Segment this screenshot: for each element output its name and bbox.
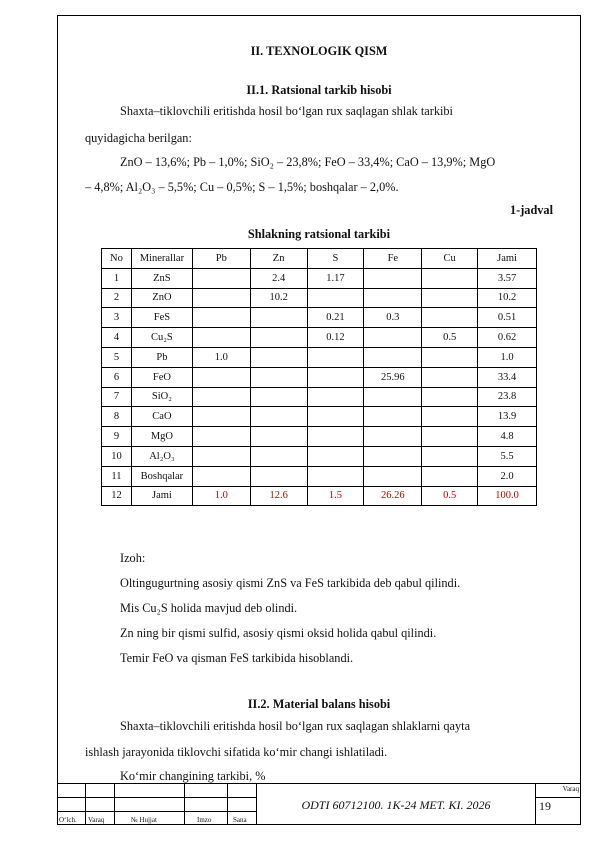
table-row <box>102 486 537 506</box>
table-cell <box>307 367 364 387</box>
table-cell: 25.96 <box>364 367 422 387</box>
table-row <box>102 466 537 486</box>
table-cell <box>307 347 364 367</box>
table-cell <box>422 268 478 288</box>
table-cell <box>192 407 250 427</box>
table-cell: 10.2 <box>250 288 307 308</box>
table-row <box>102 407 537 427</box>
stamp-label: Imzo <box>197 816 212 824</box>
table-cell <box>307 466 364 486</box>
table-cell <box>364 328 422 348</box>
stamp-divider <box>535 797 581 798</box>
table-cell <box>192 427 250 447</box>
table-cell: 5 <box>102 347 132 367</box>
table-cell <box>192 328 250 348</box>
table-cell: 0.51 <box>478 308 537 328</box>
paragraph-2-line-2: – 4,8%; Al₂O₃ – 5,5%; Cu – 0,5%; S – 1,5%; boshqalar – 2,0%. <box>85 180 399 194</box>
table-cell: Al₂O₃ <box>131 446 192 466</box>
section-heading-1: II.1. Ratsional tarkib hisobi <box>246 83 392 97</box>
table-cell <box>250 308 307 328</box>
table-cell <box>422 367 478 387</box>
table-cell: 10.2 <box>478 288 537 308</box>
table-cell: FeO <box>131 367 192 387</box>
table-cell: 12 <box>102 486 132 506</box>
table-cell: MgO <box>131 427 192 447</box>
table-cell: Pb <box>131 347 192 367</box>
table-cell <box>192 367 250 387</box>
paragraph-4: Ko‘mir changining tarkibi, % <box>120 769 266 783</box>
table-cell: Boshqalar <box>131 466 192 486</box>
table-cell: 23.8 <box>478 387 537 407</box>
table-cell: 2 <box>102 288 132 308</box>
table-cell <box>307 288 364 308</box>
note-item: Temir FeO va qisman FeS tarkibida hisoblandi. <box>120 651 354 665</box>
table-cell: 0.5 <box>422 328 478 348</box>
table-cell <box>250 347 307 367</box>
table-row <box>102 387 537 407</box>
table-cell <box>250 328 307 348</box>
table-header-row <box>102 249 537 269</box>
table-cell: 1.0 <box>192 486 250 506</box>
table-cell: 3 <box>102 308 132 328</box>
chapter-heading: II. TEXNOLOGIK QISM <box>250 44 388 58</box>
table-cell: SiO₂ <box>131 387 192 407</box>
table-cell <box>364 347 422 367</box>
table-cell <box>364 466 422 486</box>
stamp-label: O‘lch. <box>59 816 77 824</box>
table-cell: CaO <box>131 407 192 427</box>
table-row <box>102 427 537 447</box>
table-cell: 9 <box>102 427 132 447</box>
table-cell: FeS <box>131 308 192 328</box>
table-cell: 11 <box>102 466 132 486</box>
document-code: ODTI 60712100. 1K-24 MET. KI. 2026 <box>301 798 491 812</box>
paragraph-3-line-1: Shaxta–tiklovchili eritishda hosil bo‘lgan rux saqlagan shlaklarni qayta <box>120 719 471 733</box>
table-cell: 1.5 <box>307 486 364 506</box>
table-cell <box>364 387 422 407</box>
table-cell <box>307 387 364 407</box>
table-header-cell: Pb <box>192 249 250 269</box>
table-title: Shlakning ratsional tarkibi <box>247 227 391 241</box>
table-cell <box>422 407 478 427</box>
stamp-line <box>57 797 257 798</box>
table-cell <box>364 268 422 288</box>
table-cell <box>192 308 250 328</box>
table-cell: 0.3 <box>364 308 422 328</box>
table-cell <box>192 466 250 486</box>
stamp-label: Sana <box>233 816 247 824</box>
table-row <box>102 328 537 348</box>
table-cell <box>250 367 307 387</box>
table-header-cell: Jami <box>478 249 537 269</box>
table-reference: 1-jadval <box>509 203 553 217</box>
sheet-label: Varaq <box>562 785 579 793</box>
stamp-label: № Hujjat <box>131 816 157 824</box>
table-cell <box>422 387 478 407</box>
table-cell: 10 <box>102 446 132 466</box>
table-header-cell: Cu <box>422 249 478 269</box>
table-cell <box>422 446 478 466</box>
table-cell <box>422 347 478 367</box>
table-cell: 6 <box>102 367 132 387</box>
note-item: Zn ning bir qismi sulfid, asosiy qismi oksid holida qabul qilindi. <box>120 626 437 640</box>
table-cell <box>250 427 307 447</box>
table-cell: 2.4 <box>250 268 307 288</box>
table-cell <box>250 446 307 466</box>
table-cell: 2.0 <box>478 466 537 486</box>
table-cell: 0.21 <box>307 308 364 328</box>
table-row <box>102 446 537 466</box>
table-cell: 5.5 <box>478 446 537 466</box>
composition-table <box>101 248 537 506</box>
table-cell <box>422 427 478 447</box>
table-cell: 26.26 <box>364 486 422 506</box>
table-cell: Cu₂S <box>131 328 192 348</box>
table-cell: 0.62 <box>478 328 537 348</box>
table-cell <box>307 407 364 427</box>
table-cell: 100.0 <box>478 486 537 506</box>
table-cell <box>250 466 307 486</box>
title-block <box>57 783 581 825</box>
table-header-cell: No <box>102 249 132 269</box>
stamp-line <box>57 811 257 812</box>
table-header-cell: Minerallar <box>131 249 192 269</box>
table-cell <box>422 308 478 328</box>
note-item: Mis Cu₂S holida mavjud deb olindi. <box>120 601 298 615</box>
table-cell: 4 <box>102 328 132 348</box>
table-header-cell: S <box>307 249 364 269</box>
table-cell: 3.57 <box>478 268 537 288</box>
table-cell: 33.4 <box>478 367 537 387</box>
table-cell <box>192 288 250 308</box>
table-cell: ZnS <box>131 268 192 288</box>
table-cell <box>192 387 250 407</box>
table-cell: Jami <box>131 486 192 506</box>
table-cell: 12.6 <box>250 486 307 506</box>
note-item: Oltingugurtning asosiy qismi ZnS va FeS tarkibida deb qabul qilindi. <box>120 576 461 590</box>
paragraph-3-line-2: ishlash jarayonida tiklovchi sifatida ko‘mir changi ishlatiladi. <box>85 745 388 759</box>
table-cell: 0.12 <box>307 328 364 348</box>
table-cell: 8 <box>102 407 132 427</box>
stamp-label: Varaq <box>88 816 105 824</box>
table-row <box>102 268 537 288</box>
table-cell <box>364 427 422 447</box>
table-cell: 1.0 <box>192 347 250 367</box>
paragraph-1-line-2: quyidagicha berilgan: <box>85 131 192 145</box>
table-cell: ZnO <box>131 288 192 308</box>
table-header-cell: Zn <box>250 249 307 269</box>
table-row <box>102 367 537 387</box>
table-cell: 1.0 <box>478 347 537 367</box>
table-cell <box>364 446 422 466</box>
table-cell <box>192 446 250 466</box>
paragraph-1-line-1: Shaxta–tiklovchili eritishda hosil bo‘lgan rux saqlagan shlak tarkibi <box>120 104 453 118</box>
table-cell <box>250 387 307 407</box>
section-heading-2: II.2. Material balans hisobi <box>247 697 391 711</box>
table-cell: 7 <box>102 387 132 407</box>
table-header-cell: Fe <box>364 249 422 269</box>
table-row <box>102 288 537 308</box>
table-cell: 4.8 <box>478 427 537 447</box>
table-cell <box>250 407 307 427</box>
table-cell: 1.17 <box>307 268 364 288</box>
table-cell <box>422 288 478 308</box>
table-cell <box>307 446 364 466</box>
table-cell: 13.9 <box>478 407 537 427</box>
table-cell <box>307 427 364 447</box>
table-cell <box>192 268 250 288</box>
table-cell <box>422 466 478 486</box>
table-cell <box>364 288 422 308</box>
paragraph-2-line-1: ZnO – 13,6%; Pb – 1,0%; SiO₂ – 23,8%; FeO – 33,4%; CaO – 13,9%; MgO <box>120 155 496 169</box>
table-row <box>102 347 537 367</box>
table-cell: 1 <box>102 268 132 288</box>
table-cell: 0.5 <box>422 486 478 506</box>
sheet-number: 19 <box>539 799 551 813</box>
table-row <box>102 308 537 328</box>
table-cell <box>364 407 422 427</box>
note-title: Izoh: <box>120 551 146 565</box>
